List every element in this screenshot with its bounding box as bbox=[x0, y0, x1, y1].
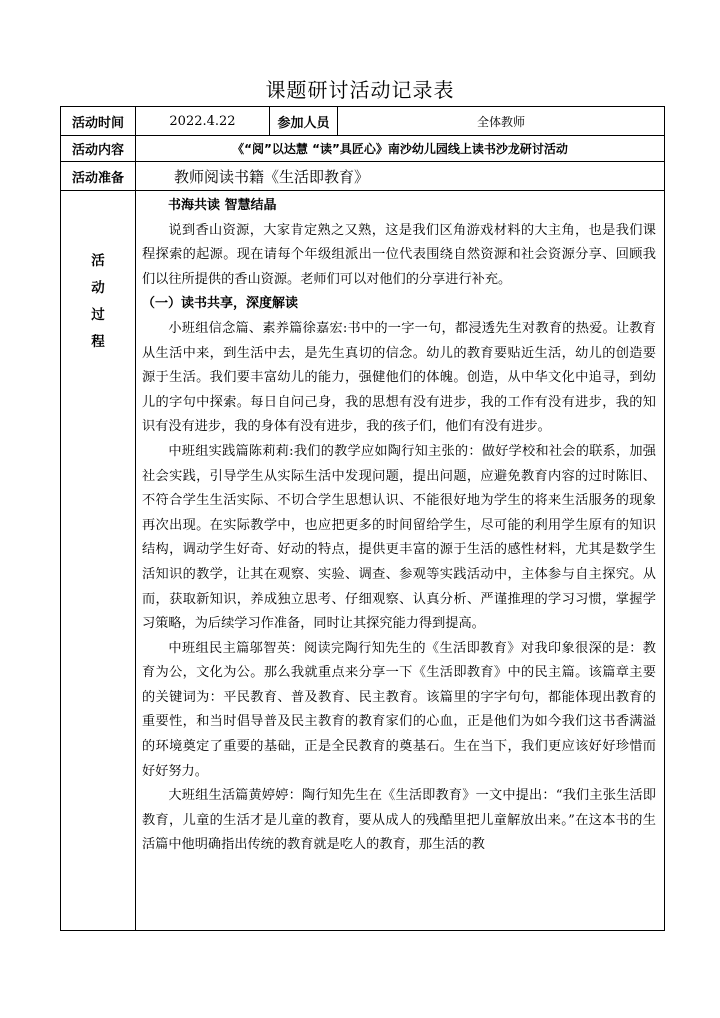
participants-value: 全体教师 bbox=[338, 107, 665, 136]
process-label-char: 程 bbox=[91, 334, 105, 350]
paragraph-middle-class-practice: 中班组实践篇陈莉莉:我们的教学应如陶行知主张的：做好学校和社会的联系，加强社会实践，引导学生从实际生活中发现问题，提出问题，应避免教育内容的过时陈旧、不符合学生生活实际、不切合学生思想认识、不能很好地为学生的将来生活服务的现象再次出现。在实际教学中，也应把更多的时间留给学生，尽可能的利用学生原有的知识结构，调动学生好奇、好动的特点，提供更丰富的源于生活的感性材料，尤其是数学生活知识的教学，让其在观察、实验、调查、参观等实践活动中，主体参与自主探究。从而，获取新知识，养成独立思考、仔细观察、认真分析、严谨推理的学习习惯，掌握学习策略，为后续学习作准备，同时让其探究能力得到提高。 bbox=[142, 443, 656, 632]
activity-process-body bbox=[136, 191, 665, 931]
paragraph-senior-class-life: 大班组生活篇黄婷婷：陶行知先生在《生活即教育》一文中提出：“我们主张生活即教育，儿童的生活才是儿童的教育，要从成人的残酷里把儿童解放出来。”在这本书的生活篇中他明确指出传统的教育就是吃人的教育，那生活的教 bbox=[142, 788, 656, 853]
process-label-char: 活 bbox=[91, 253, 105, 269]
process-label-char: 动 bbox=[91, 280, 105, 296]
activity-time-value: 2022.4.22 bbox=[136, 107, 270, 136]
activity-content-value: 《“阅”以达慧 “读”具匠心》南沙幼儿园线上读书沙龙研讨活动 bbox=[136, 136, 665, 162]
process-label-char: 过 bbox=[91, 307, 105, 323]
record-table bbox=[60, 106, 665, 931]
activity-prep-value: 教师阅读书籍《生活即教育》 bbox=[136, 162, 665, 191]
paragraph-small-class: 小班组信念篇、素养篇徐嘉宏:书中的一字一句，都浸透先生对教育的热爱。让教育从生活中来，到生活中去，是先生真切的信念。幼儿的教育要贴近生活，幼儿的创造要源于生活。我们要丰富幼儿的能力，强健他们的体魄。创造，从中华文化中追寻，到幼儿的字句中探索。每日自问己身，我的思想有没有进步，我的工作有没有进步，我的知识有没有进步，我的身体有没有进步，我的孩子们，他们有没有进步。 bbox=[142, 320, 656, 435]
activity-prep-label: 活动准备 bbox=[61, 162, 136, 191]
participants-label: 参加人员 bbox=[270, 107, 338, 136]
activity-content-label: 活动内容 bbox=[61, 136, 136, 162]
process-heading: 书海共读 智慧结晶 bbox=[168, 198, 277, 213]
section-heading: （一）读书共享，深度解读 bbox=[142, 296, 299, 312]
process-intro: 说到香山资源，大家肯定熟之又熟，这是我们区角游戏材料的大主角，也是我们课程探索的起源。现在请每个年级组派出一位代表围绕自然资源和社会资源分享、回顾我们以往所提供的香山资源。老师们可以对他们的分享进行补充。 bbox=[142, 222, 656, 287]
paragraph-middle-class-democracy: 中班组民主篇邬智英：阅读完陶行知先生的《生活即教育》对我印象很深的是：教育为公，文化为公。那么我就重点来分享一下《生活即教育》中的民主篇。该篇章主要的关键词为：平民教育、普及教育、民主教育。该篇里的字字句句，都能体现出教育的重要性，和当时倡导普及民主教育的教育家们的心血，正是他们为如今我们这书香满溢的环境奠定了重要的基础，正是全民教育的奠基石。生在当下，我们更应该好好珍惜而好好努力。 bbox=[142, 640, 656, 779]
activity-process-label bbox=[61, 191, 136, 931]
page-title: 课题研讨活动记录表 bbox=[265, 78, 455, 102]
activity-time-label: 活动时间 bbox=[61, 107, 136, 136]
